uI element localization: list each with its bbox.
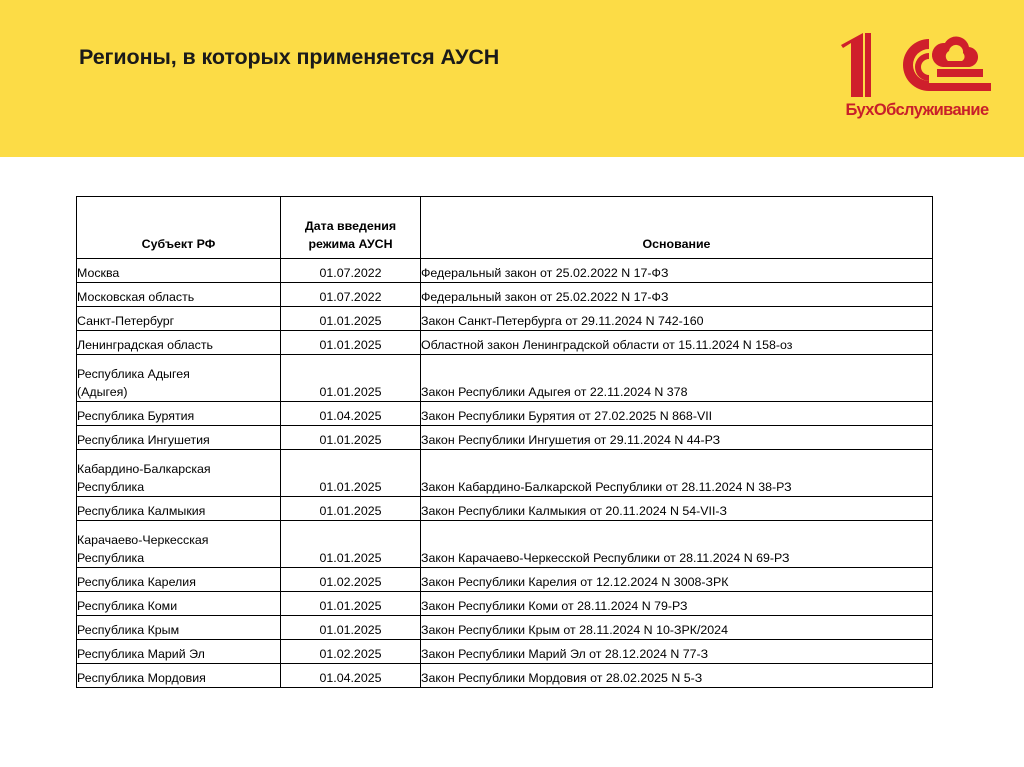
table-row: [77, 331, 933, 355]
cell-date: 01.01.2025: [281, 331, 421, 355]
table-row: [77, 355, 933, 402]
regions-table: [76, 196, 933, 688]
table-row: [77, 307, 933, 331]
column-header-basis-label: Основание: [642, 236, 711, 251]
cell-subject-line1: Республика Мордовия: [77, 670, 206, 685]
cell-subject: [77, 616, 281, 640]
header-banner: [0, 0, 1024, 157]
cell-date: 01.01.2025: [281, 616, 421, 640]
cell-basis: Закон Республики Адыгея от 22.11.2024 N 378: [421, 355, 933, 402]
cell-basis: Закон Республики Крым от 28.11.2024 N 10-ЗРК/2024: [421, 616, 933, 640]
cell-subject-line2: (Адыгея): [77, 384, 128, 399]
cell-subject: [77, 664, 281, 688]
cell-subject: [77, 521, 281, 568]
cell-subject-line2: Республика: [77, 550, 145, 565]
cell-basis: Областной закон Ленинградской области от 15.11.2024 N 158-оз: [421, 331, 933, 355]
regions-table-container: [76, 196, 932, 688]
logo-1c-mark-icon: [833, 29, 1001, 101]
table-row: [77, 568, 933, 592]
cell-date: 01.04.2025: [281, 664, 421, 688]
cell-subject-line1: Республика Калмыкия: [77, 503, 206, 518]
cell-basis: Закон Республики Мордовия от 28.02.2025 N 5-З: [421, 664, 933, 688]
cell-basis: Федеральный закон от 25.02.2022 N 17-ФЗ: [421, 283, 933, 307]
cell-subject-line1: Республика Марий Эл: [77, 646, 205, 661]
column-header-subject: [77, 197, 281, 259]
cell-basis: Закон Кабардино-Балкарской Республики от 28.11.2024 N 38-РЗ: [421, 450, 933, 497]
cell-subject-line1: Республика Карелия: [77, 574, 196, 589]
cell-subject-line1: Карачаево-Черкесская: [77, 532, 209, 547]
cell-subject: [77, 640, 281, 664]
cell-subject-line1: Республика Ингушетия: [77, 432, 210, 447]
cell-subject-line1: Республика Бурятия: [77, 408, 195, 423]
column-header-date-line1: Дата введения: [304, 218, 397, 233]
page-title: Регионы, в которых применяется АУСН: [79, 45, 500, 69]
cell-subject: [77, 259, 281, 283]
cell-date: 01.01.2025: [281, 426, 421, 450]
cell-date: 01.07.2022: [281, 283, 421, 307]
cell-basis: Закон Карачаево-Черкесской Республики от 28.11.2024 N 69-РЗ: [421, 521, 933, 568]
column-header-date-line2: режима АУСН: [308, 236, 393, 251]
table-row: [77, 450, 933, 497]
table-header-row: [77, 197, 933, 259]
cell-date: 01.01.2025: [281, 307, 421, 331]
table-body: [77, 259, 933, 688]
cell-subject-line1: Республика Коми: [77, 598, 178, 613]
cell-date: 01.01.2025: [281, 450, 421, 497]
cell-date: 01.01.2025: [281, 521, 421, 568]
table-row: [77, 592, 933, 616]
cell-subject-line1: Республика Крым: [77, 622, 180, 637]
cell-subject: [77, 307, 281, 331]
column-header-subject-label: Субъект РФ: [141, 236, 216, 251]
cell-subject-line1: Республика Адыгея: [77, 366, 190, 381]
cell-basis: Закон Республики Коми от 28.11.2024 N 79-РЗ: [421, 592, 933, 616]
cell-subject: [77, 592, 281, 616]
logo-wordmark: БухОбслуживание: [845, 101, 989, 119]
cell-date: 01.01.2025: [281, 497, 421, 521]
cell-date: 01.07.2022: [281, 259, 421, 283]
cell-basis: Федеральный закон от 25.02.2022 N 17-ФЗ: [421, 259, 933, 283]
cell-basis: Закон Санкт-Петербурга от 29.11.2024 N 742-160: [421, 307, 933, 331]
cell-basis: Закон Республики Ингушетия от 29.11.2024 N 44-РЗ: [421, 426, 933, 450]
cell-basis: Закон Республики Калмыкия от 20.11.2024 N 54-VII-З: [421, 497, 933, 521]
cell-subject-line1: Кабардино-Балкарская: [77, 461, 211, 476]
cell-subject: [77, 402, 281, 426]
table-row: [77, 616, 933, 640]
column-header-date: [281, 197, 421, 259]
cell-subject: [77, 568, 281, 592]
cell-basis: Закон Республики Бурятия от 27.02.2025 N 868-VII: [421, 402, 933, 426]
cell-date: 01.01.2025: [281, 592, 421, 616]
cell-basis: Закон Республики Карелия от 12.12.2024 N 3008-ЗРК: [421, 568, 933, 592]
table-row: [77, 259, 933, 283]
cell-date: 01.04.2025: [281, 402, 421, 426]
column-header-basis: [421, 197, 933, 259]
table-row: [77, 640, 933, 664]
table-row: [77, 402, 933, 426]
cell-subject-line1: Москва: [77, 265, 120, 280]
cell-date: 01.02.2025: [281, 568, 421, 592]
table-row: [77, 521, 933, 568]
table-row: [77, 664, 933, 688]
cell-basis: Закон Республики Марий Эл от 28.12.2024 N 77-З: [421, 640, 933, 664]
cell-subject-line1: Московская область: [77, 289, 195, 304]
cell-subject-line2: Республика: [77, 479, 145, 494]
table-row: [77, 497, 933, 521]
table-row: [77, 426, 933, 450]
cell-date: 01.01.2025: [281, 355, 421, 402]
cell-subject: [77, 283, 281, 307]
cell-subject-line1: Ленинградская область: [77, 337, 213, 352]
company-logo: [833, 29, 1001, 129]
cell-subject: [77, 426, 281, 450]
cell-subject: [77, 497, 281, 521]
table-header: [77, 197, 933, 259]
cell-subject: [77, 450, 281, 497]
cell-date: 01.02.2025: [281, 640, 421, 664]
cell-subject: [77, 355, 281, 402]
cell-subject: [77, 331, 281, 355]
table-row: [77, 283, 933, 307]
cell-subject-line1: Санкт-Петербург: [77, 313, 175, 328]
